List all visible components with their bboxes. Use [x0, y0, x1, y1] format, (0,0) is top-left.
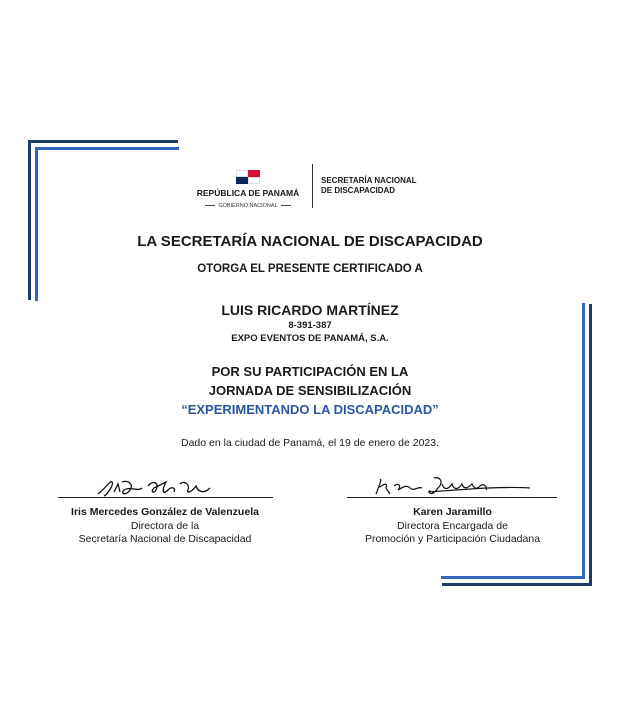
- participation-line-2: JORNADA DE SENSIBILIZACIÓN: [208, 383, 412, 398]
- logo-divider: [312, 164, 313, 208]
- signatory-right-name: Karen Jaramillo: [413, 506, 492, 518]
- republic-label: REPÚBLICA DE PANAMÁ: [196, 188, 300, 198]
- secretariat-label: [321, 176, 417, 196]
- certificate-heading: LA SECRETARÍA NACIONAL DE DISCAPACIDAD: [137, 233, 483, 250]
- issued-date: Dado en la ciudad de Panamá, el 19 de enero de 2023.: [180, 437, 440, 449]
- event-title: “EXPERIMENTANDO LA DISCAPACIDAD”: [181, 402, 439, 417]
- frame-corner-top-left-inner: [35, 147, 179, 150]
- header-logo: [0, 168, 620, 218]
- signature-line-right: [347, 497, 557, 498]
- signatory-right-role-1: Directora Encargada de: [397, 520, 508, 532]
- signatory-left-role-1: Directora de la: [130, 520, 200, 532]
- secretariat-line-1: SECRETARÍA NACIONAL: [321, 176, 417, 185]
- frame-corner-bottom-right: [442, 583, 592, 586]
- frame-corner-bottom-right-inner: [441, 576, 585, 579]
- signature-line-left: [58, 497, 273, 498]
- secretariat-line-2: DE DISCAPACIDAD: [321, 186, 396, 195]
- frame-corner-top-left-vertical: [28, 140, 31, 300]
- participation-line-1: POR SU PARTICIPACIÓN EN LA: [211, 364, 409, 379]
- recipient-id: 8-391-387: [288, 320, 332, 331]
- panama-flag-icon: [236, 170, 260, 184]
- signatory-left-role-2: Secretaría Nacional de Discapacidad: [78, 533, 252, 545]
- signatory-right-role-2: Promoción y Participación Ciudadana: [364, 533, 541, 545]
- signatory-left-name: Iris Mercedes González de Valenzuela: [71, 506, 259, 518]
- government-label: GOBIERNO NACIONAL: [198, 203, 298, 209]
- recipient-name: LUIS RICARDO MARTÍNEZ: [221, 302, 399, 318]
- certificate-subheading: OTORGA EL PRESENTE CERTIFICADO A: [197, 263, 423, 275]
- recipient-company: EXPO EVENTOS DE PANAMÁ, S.A.: [231, 333, 389, 344]
- frame-corner-top-left: [28, 140, 178, 143]
